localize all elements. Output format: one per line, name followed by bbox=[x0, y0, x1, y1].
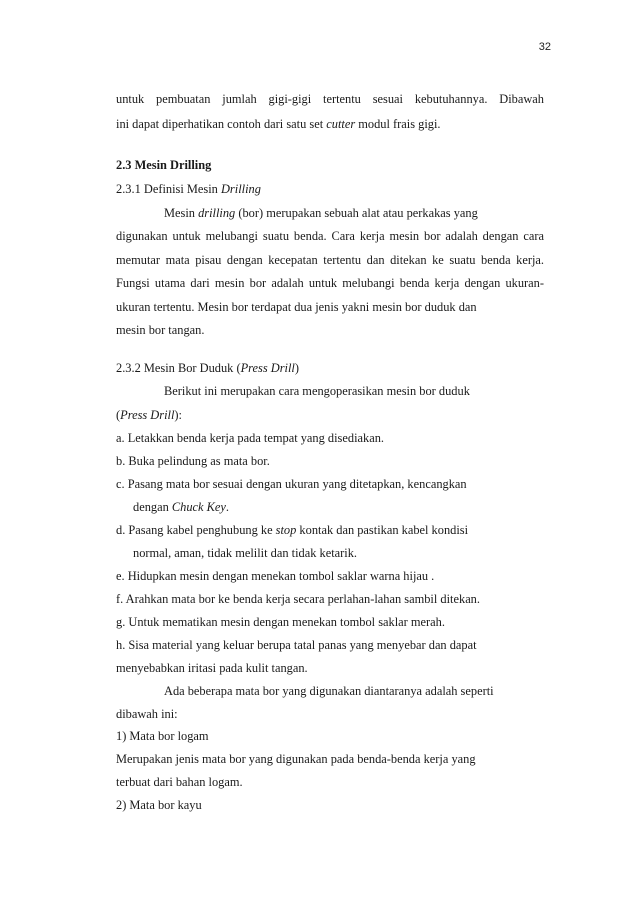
paragraph-line: untuk pembuatan jumlah gigi-gigi tertentu sesuai kebutuhannya. Dibawah bbox=[116, 92, 544, 106]
text-span: dengan bbox=[133, 500, 172, 514]
text-span: 2.3.2 Mesin Bor Duduk ( bbox=[116, 361, 241, 375]
list-item: g. Untuk mematikan mesin dengan menekan tombol saklar merah. bbox=[116, 615, 445, 629]
paragraph-line: memutar mata pisau dengan kecepatan tertentu dan ditekan ke suatu benda kerja. bbox=[116, 253, 544, 267]
text-span: Mesin bbox=[164, 206, 199, 220]
italic-term: stop bbox=[275, 523, 297, 537]
italic-term: Press Drill bbox=[240, 361, 295, 375]
paragraph-line bbox=[164, 205, 478, 221]
list-item: h. Sisa material yang keluar berupa tatal panas yang menyebar dan dapat bbox=[116, 638, 477, 652]
list-item-continuation bbox=[133, 499, 229, 515]
text-span: 2.3.1 Definisi Mesin bbox=[116, 182, 221, 196]
section-heading: 2.3 Mesin Drilling bbox=[116, 158, 212, 172]
text-span: . bbox=[225, 500, 230, 514]
italic-term: Chuck Key bbox=[171, 500, 226, 514]
italic-term: Press Drill bbox=[120, 408, 175, 422]
paragraph-line: digunakan untuk melubangi suatu benda. Cara kerja mesin bor adalah dengan cara bbox=[116, 229, 544, 243]
paragraph-line: mesin bor tangan. bbox=[116, 323, 205, 337]
paragraph-line bbox=[116, 407, 182, 423]
text-span: ) bbox=[294, 361, 300, 375]
numbered-item: 2) Mata bor kayu bbox=[116, 798, 202, 812]
page-number: 32 bbox=[538, 41, 551, 53]
paragraph-line: ukuran tertentu. Mesin bor terdapat dua jenis yakni mesin bor duduk dan bbox=[116, 300, 477, 314]
text-span: d. Pasang kabel penghubung ke bbox=[116, 523, 276, 537]
text-span: ini dapat diperhatikan contoh dari satu set bbox=[116, 117, 327, 131]
list-item: a. Letakkan benda kerja pada tempat yang disediakan. bbox=[116, 431, 385, 445]
italic-term: cutter bbox=[326, 117, 356, 131]
list-item: e. Hidupkan mesin dengan menekan tombol saklar warna hijau . bbox=[116, 569, 435, 583]
paragraph-line: Berikut ini merupakan cara mengoperasikan mesin bor duduk bbox=[164, 384, 470, 398]
paragraph-line bbox=[116, 116, 441, 132]
list-item: b. Buka pelindung as mata bor. bbox=[116, 454, 270, 468]
paragraph-line: dibawah ini: bbox=[116, 707, 178, 721]
text-span: kontak dan pastikan kabel kondisi bbox=[296, 523, 469, 537]
text-span: ( bbox=[116, 408, 121, 422]
list-item: f. Arahkan mata bor ke benda kerja secara perlahan-lahan sambil ditekan. bbox=[116, 592, 480, 606]
list-item-continuation: menyebabkan iritasi pada kulit tangan. bbox=[116, 661, 308, 675]
subsection-heading bbox=[116, 181, 261, 197]
subsection-heading bbox=[116, 360, 299, 376]
numbered-item: 1) Mata bor logam bbox=[116, 729, 209, 743]
list-item bbox=[116, 522, 468, 538]
text-span: ): bbox=[174, 408, 182, 422]
paragraph-line: Fungsi utama dari mesin bor adalah untuk melubangi benda kerja dengan ukuran- bbox=[116, 276, 544, 290]
italic-term: drilling bbox=[198, 206, 236, 220]
list-item: c. Pasang mata bor sesuai dengan ukuran yang ditetapkan, kencangkan bbox=[116, 477, 467, 491]
italic-term: Drilling bbox=[220, 182, 261, 196]
paragraph-line: Merupakan jenis mata bor yang digunakan pada benda-benda kerja yang bbox=[116, 752, 476, 766]
paragraph-line: terbuat dari bahan logam. bbox=[116, 775, 243, 789]
text-span: modul frais gigi. bbox=[355, 117, 441, 131]
text-span: (bor) merupakan sebuah alat atau perkakas yang bbox=[235, 206, 478, 220]
paragraph-line: Ada beberapa mata bor yang digunakan diantaranya adalah seperti bbox=[164, 684, 494, 698]
list-item-continuation: normal, aman, tidak melilit dan tidak ketarik. bbox=[133, 546, 357, 560]
